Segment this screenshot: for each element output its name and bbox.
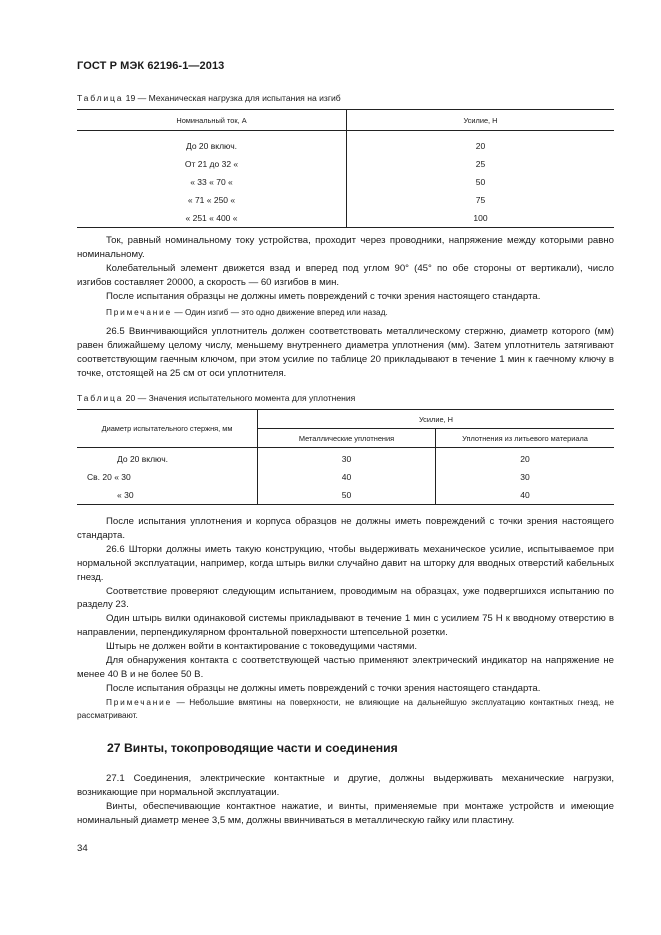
note-label: Примечание — [106, 697, 173, 707]
paragraph: Ток, равный номинальному току устройства, проходит через проводники, напряжение между которыми равно номинальному. — [77, 235, 614, 260]
paragraph: Для обнаружения контакта с соответствующей частью применяют электрический индикатор на напряжение не менее 40 В и не более 50 В. — [77, 655, 614, 680]
paragraph: Один штырь вилки одинаковой системы прикладывают в течение 1 мин с усилием 75 Н к вводному отверстию в направлении, перпендикулярном фронтальной поверхности штепсельной розетки. — [77, 613, 614, 639]
table19-cell-current: От 21 до 32 « — [184, 158, 239, 169]
paragraph: После испытания образцы не должны иметь повреждений с точки зрения настоящего стандарта. — [106, 290, 541, 302]
table19-cell-current: « 251 « 400 « — [185, 212, 238, 223]
table19-col-current-header: Номинальный ток, А — [77, 110, 347, 131]
table19-cell-current: « 33 « 70 « — [190, 176, 233, 187]
table20-cell-diameter: « 30 — [117, 489, 134, 500]
note-text: — Небольшие вмятины на поверхности, не влияющие на дальнейшую эксплуатацию контактных гнезд, не рассматривают. — [77, 697, 614, 721]
note-shutters — [77, 696, 614, 723]
table-row — [77, 450, 614, 468]
table-row — [77, 173, 614, 191]
note-label: Примечание — [106, 307, 173, 317]
table20 — [77, 409, 614, 505]
table19-cell-force: 100 — [347, 209, 615, 228]
text-block-27-1 — [77, 772, 614, 828]
table-row — [77, 468, 614, 486]
table19-cell-force: 50 — [347, 173, 615, 191]
table-row — [77, 155, 614, 173]
table20-cell-metal: 40 — [258, 468, 436, 486]
table20-group-force-header: Усилие, Н — [258, 410, 615, 429]
table19-cell-force: 20 — [347, 137, 615, 155]
table19-caption — [77, 93, 341, 103]
text-block-26-5 — [77, 325, 614, 381]
table20-cell-diameter: До 20 включ. — [117, 453, 169, 464]
text-block-26-6 — [77, 515, 614, 696]
table20-cell-diameter: Св. 20 « 30 — [87, 471, 131, 482]
table19-col-force-header: Усилие, Н — [347, 110, 615, 131]
table19-cell-current: « 71 « 250 « — [187, 194, 236, 205]
paragraph-27-1: 27.1 Соединения, электрические контактные и другие, должны выдерживать механические нагрузки, возникающие при нормальной эксплуатации. — [77, 773, 614, 798]
standard-header: ГОСТ Р МЭК 62196-1—2013 — [77, 60, 225, 72]
table20-cell-metal: 30 — [258, 450, 436, 468]
paragraph: Винты, обеспечивающие контактное нажатие, и винты, применяемые при монтаже устройств и имеющие номинальный диаметр менее 3,5 мм, должны ввинчиваться в металлическую гайку или пластину. — [77, 800, 614, 826]
note-text: — Один изгиб — это одно движение вперед или назад. — [172, 307, 388, 317]
table20-cell-metal: 50 — [258, 486, 436, 505]
table19 — [77, 109, 614, 228]
paragraph: Штырь не должен войти в контактирование с токоведущими частями. — [106, 641, 418, 653]
table20-caption-word: Таблица — [77, 393, 124, 403]
paragraph: Соответствие проверяют следующим испытанием, проводимым на образцах, уже подвергшихся испытанию по разделу 23. — [77, 585, 614, 611]
table20-cell-molded: 40 — [436, 486, 615, 505]
table19-caption-word: Таблица — [77, 93, 124, 103]
paragraph: 26.6 Шторки должны иметь такую конструкцию, чтобы выдерживать механическое усилие, испытываемое при нормальной эксплуатации, например, когда штырь вилки случайно давит на шторку для вводных отверстий кабельных гнезд. — [77, 543, 614, 583]
table20-col-diameter-header: Диаметр испытательного стержня, мм — [77, 410, 258, 448]
table19-cell-current: До 20 включ. — [185, 140, 238, 151]
table-row — [77, 137, 614, 155]
paragraph: Колебательный элемент движется взад и вперед под углом 90° (45° по обе стороны от вертикали), число изгибов составляет 20000, а скорость — 60 изгибов в мин. — [77, 262, 614, 288]
table19-caption-text: 19 — Механическая нагрузка для испытания на изгиб — [123, 93, 341, 103]
table20-cell-molded: 20 — [436, 450, 615, 468]
table-row — [77, 209, 614, 228]
table-header-row — [77, 110, 614, 131]
table20-col-metal-header: Металлические уплотнения — [258, 429, 436, 448]
text-block-bending-test — [77, 234, 614, 304]
table19-cell-force: 25 — [347, 155, 615, 173]
note-bend — [77, 306, 614, 319]
table-row — [77, 191, 614, 209]
paragraph: После испытания образцы не должны иметь повреждений с точки зрения настоящего стандарта. — [106, 682, 541, 694]
table20-cell-molded: 30 — [436, 468, 615, 486]
paragraph-26-5: 26.5 Ввинчивающийся уплотнитель должен соответствовать металлическому стержню, диаметр которого (мм) равен ближайшему целому числу, меньшему внутреннего диаметра уплотнения (мм). Затем уплотнитель затягивают соответствующим гаечным ключом, при этом усилие по таблице 20 прикладывают в течение 1 мин к гаечному ключу в точке, отстоящей на 25 см от оси уплотнителя. — [77, 326, 614, 379]
table-header-row — [77, 410, 614, 429]
table19-cell-force: 75 — [347, 191, 615, 209]
page-number: 34 — [77, 843, 88, 854]
table-row — [77, 486, 614, 505]
section-27-title: 27 Винты, токопроводящие части и соединения — [107, 741, 398, 755]
table20-col-molded-header: Уплотнения из литьевого материала — [436, 429, 615, 448]
table20-caption-text: 20 — Значения испытательного момента для уплотнения — [123, 393, 356, 403]
paragraph: После испытания уплотнения и корпуса образцов не должны иметь повреждений с точки зрения настоящего стандарта. — [77, 516, 614, 541]
table20-caption — [77, 393, 355, 403]
